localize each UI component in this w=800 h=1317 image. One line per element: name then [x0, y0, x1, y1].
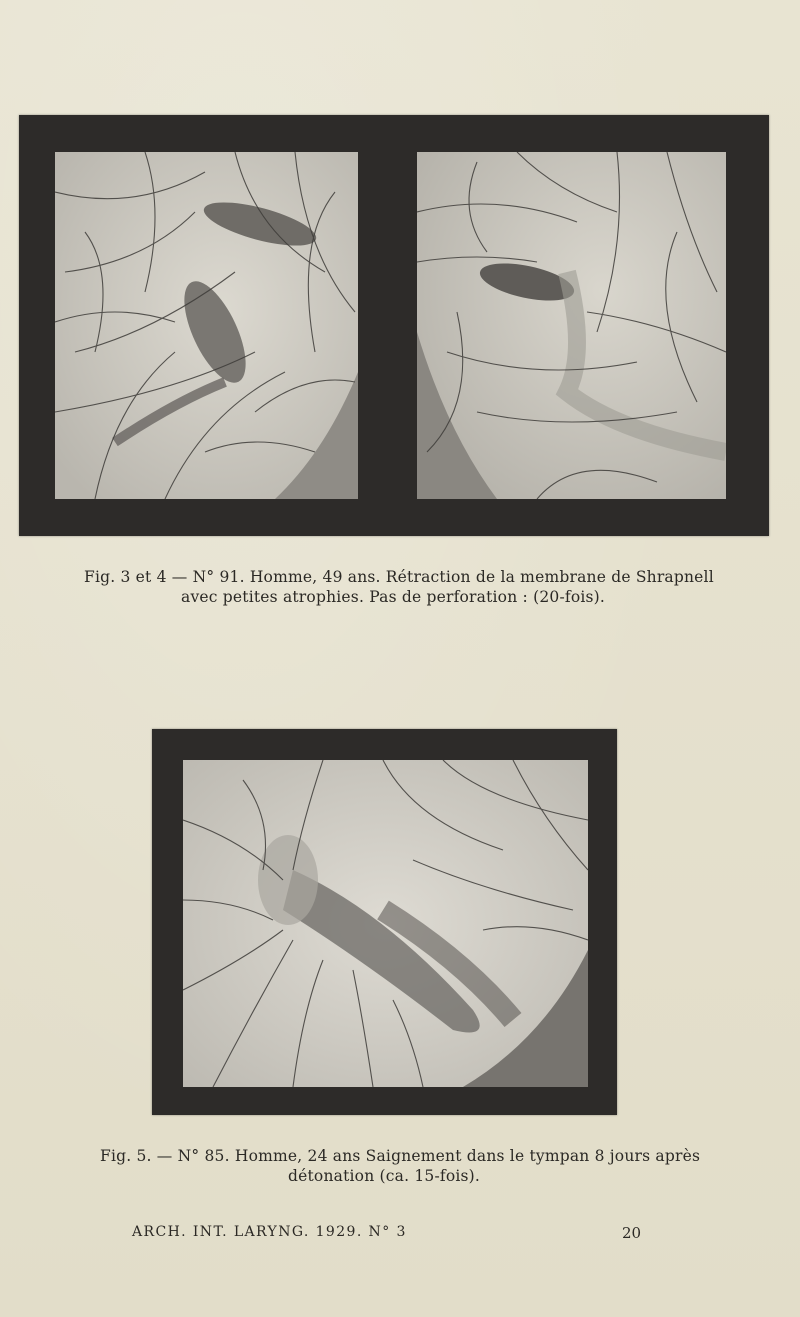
figure-5-caption	[100, 1146, 720, 1186]
figure-plate-5	[152, 729, 617, 1115]
figure-plate-3-4	[19, 115, 769, 536]
figure-5-caption-line-1: Fig. 5. — N° 85. Homme, 24 ans Saignement dans le tympan 8 jours après	[100, 1147, 701, 1165]
figure-3-4-caption-line-2: avec petites atrophies. Pas de perforation : (20-fois).	[181, 588, 606, 606]
figure-3-4-caption-line-1: Fig. 3 et 4 — N° 91. Homme, 49 ans. Rétraction de la membrane de Shrapnell	[84, 568, 714, 586]
figure-5-eardrum-drawing	[183, 760, 588, 1087]
page-number: 20	[622, 1224, 642, 1242]
figure-4-eardrum-drawing	[417, 152, 726, 499]
figure-5-caption-line-2: détonation (ca. 15-fois).	[288, 1167, 481, 1185]
figure-3-4-caption	[84, 567, 724, 607]
figure-3-eardrum-drawing	[55, 152, 358, 499]
journal-reference: ARCH. INT. LARYNG. 1929. N° 3	[132, 1224, 407, 1240]
